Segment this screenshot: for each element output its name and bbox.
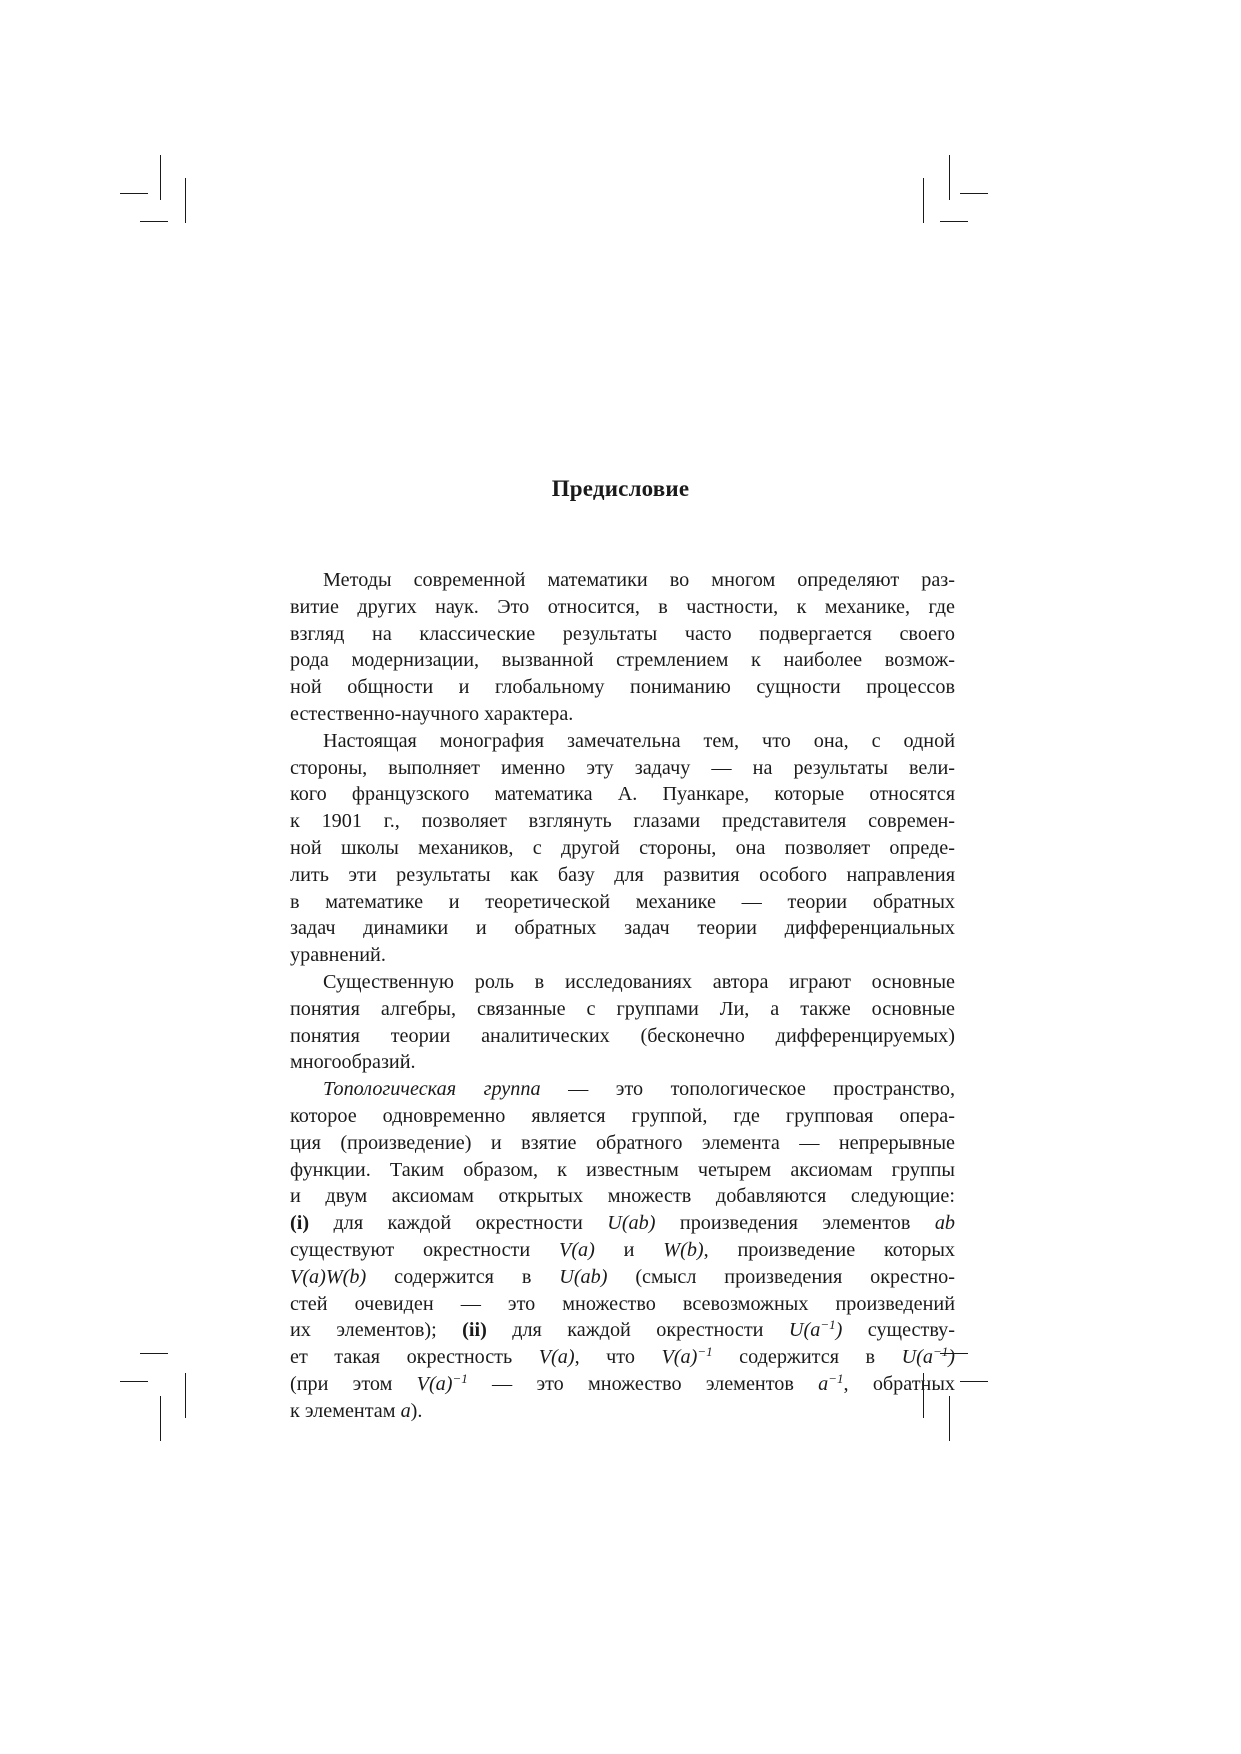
math-expr: U(a [901,1346,933,1369]
text-line: ет такая окрестность V(a), что $V(a)^{-1}$ содержится в $U(a^{-1})$ [290,1344,955,1369]
text-line: (при этом $V(a)^{-1}$ — это множество элементов $a^{-1}$, обратных [290,1370,956,1395]
math-expr: W(b) [663,1238,704,1261]
text-line: стей очевиден — это множество всевозможных произведений [290,1292,955,1315]
paragraph-monograph [290,728,955,969]
math-expr: ab [934,1212,955,1235]
paragraph-topological-group [290,1076,955,1424]
math-expr: ) [835,1319,843,1342]
math-expr: V(a)W(b) [290,1265,367,1288]
text-line: стороны, выполняет именно эту задачу — на результаты вели- [290,756,955,779]
text-line: Настоящая монография замечательна тем, что она, с одной [323,729,955,752]
text-line: задач динамики и обратных задач теории дифференциальных [290,917,955,940]
item-label: (i) [290,1212,310,1235]
text-line: Методы современной математики во многом определяют раз- [323,569,955,591]
math-expr: ) [948,1346,955,1369]
text-line: их элементов); (ii) для каждой окрестности $U(a^{-1})$ существу- [290,1317,955,1342]
text-line: многообразий. [290,1051,416,1074]
text-line: ной общности и глобальному пониманию сущности процессов [290,676,955,699]
math-expr: V(a) [559,1238,595,1261]
page-title: Предисловие [551,476,690,501]
math-expr: V(a) [416,1372,453,1395]
text-line: кого французского математика А. Пуанкаре, которые относятся [290,783,955,806]
text-line: в математике и теоретической механике — теории обратных [290,890,955,913]
text-line: Существенную роль в исследованиях автора играют основные [323,970,955,993]
math-superscript: −1 [828,1370,844,1386]
text-line: ция (произведение) и взятие обратного элемента — непрерывные [290,1131,955,1154]
math-superscript: −1 [697,1344,713,1360]
text-line: функции. Таким образом, к известным четырем аксиомам группы [290,1158,955,1181]
paragraph-methods [290,567,955,728]
term-topological-group: Топологическая группа [323,1078,541,1101]
text-line: и двум аксиомам открытых множеств добавляются следующие: [290,1185,955,1208]
math-expr: U(a [788,1319,821,1342]
text-line: Топологическая группа — это топологическое пространство, [323,1078,956,1101]
text-line: естественно-научного характера. [290,702,574,725]
text-line: понятия алгебры, связанные с группами Ли, а также основные [290,997,955,1020]
text-line: к элементам a). [290,1399,423,1422]
text-line: уравнений. [290,944,386,967]
text-line: (i) для каждой окрестности U(ab) произведения элементов ab [290,1212,955,1235]
text-line: существуют окрестности V(a) и W(b), произведение которых [290,1238,955,1261]
text-line: взгляд на классические результаты часто подвергается своего [290,622,955,645]
text-line: рода модернизации, вызванной стремлением к наиболее возмож- [290,649,955,672]
text-line: ной школы механиков, с другой стороны, она позволяет опреде- [290,836,955,859]
math-expr: U(ab) [607,1212,656,1235]
text-line: V(a)W(b) содержится в U(ab) (смысл произведения окрестно- [290,1265,955,1288]
text-line: понятия теории аналитических (бесконечно дифференцируемых) [290,1024,955,1047]
preface-body [290,567,955,1425]
text-line: к 1901 г., позволяет взглянуть глазами представителя современ- [290,810,955,833]
math-expr: a [818,1372,829,1395]
text-line: которое одновременно является группой, где групповая опера- [290,1104,955,1127]
math-superscript: −1 [932,1344,949,1360]
item-label: (ii) [462,1319,487,1342]
math-expr: V(a) [661,1346,698,1369]
text-line: витие других наук. Это относится, в частности, к механике, где [290,595,955,618]
math-superscript: −1 [452,1370,468,1386]
math-expr: V(a) [538,1346,575,1369]
math-expr: U(ab) [559,1265,608,1288]
text-line: лить эти результаты как базу для развития особого направления [290,863,955,886]
math-superscript: −1 [820,1317,836,1333]
paragraph-lie-groups [290,969,955,1076]
math-expr: a [400,1399,411,1422]
